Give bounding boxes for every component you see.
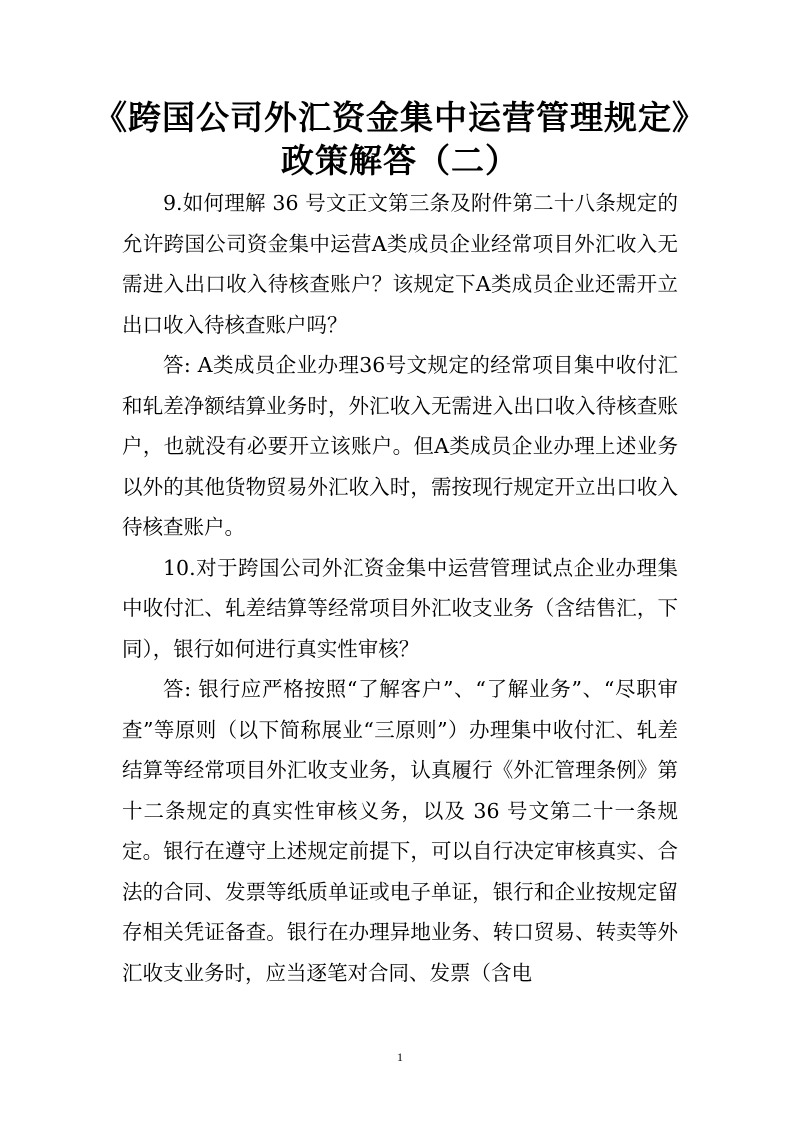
document-title-line2: 政策解答（二） [281, 141, 519, 180]
page-number: 1 [397, 1050, 403, 1064]
question-10: 10.对于跨国公司外汇资金集中运营管理试点企业办理集中收付汇、轧差结算等经常项目外汇收支业务（含结售汇，下同），银行如何进行真实性审核？ [122, 555, 678, 661]
document-body [122, 183, 678, 993]
answer-9: 答: A类成员企业办理36号文规定的经常项目集中收付汇和轧差净额结算业务时，外汇收入无需进入出口收入待核查账户，也就没有必要开立该账户。但A类成员企业办理上述业务以外的其他货物贸易外汇收入时，需按现行规定开立出口收入待核查账户。 [122, 353, 678, 539]
document-title-line1: 《跨国公司外汇资金集中运营管理规定》 [94, 98, 706, 137]
answer-10: 答: 银行应严格按照“了解客户”、“了解业务”、“尽职审查”等原则（以下简称展业“三原则”）办理集中收付汇、轧差结算等经常项目外汇收支业务，认真履行《外汇管理条例》第十二条规定的真实性审核义务，以及 36 号文第二十一条规定。银行在遵守上述规定前提下，可以自行决定审核真实、合法的合同、发票等纸质单证或电子单证，银行和企业按规定留存相关凭证备查。银行在办理异地业务、转口贸易、转卖等外汇收支业务时，应当逐笔对合同、发票（含电 [122, 677, 678, 985]
question-9: 9.如何理解 36 号文正文第三条及附件第二十八条规定的允许跨国公司资金集中运营A类成员企业经常项目外汇收入无需进入出口收入待核查账户？该规定下A类成员企业还需开立出口收入待核查账户吗？ [122, 191, 678, 337]
